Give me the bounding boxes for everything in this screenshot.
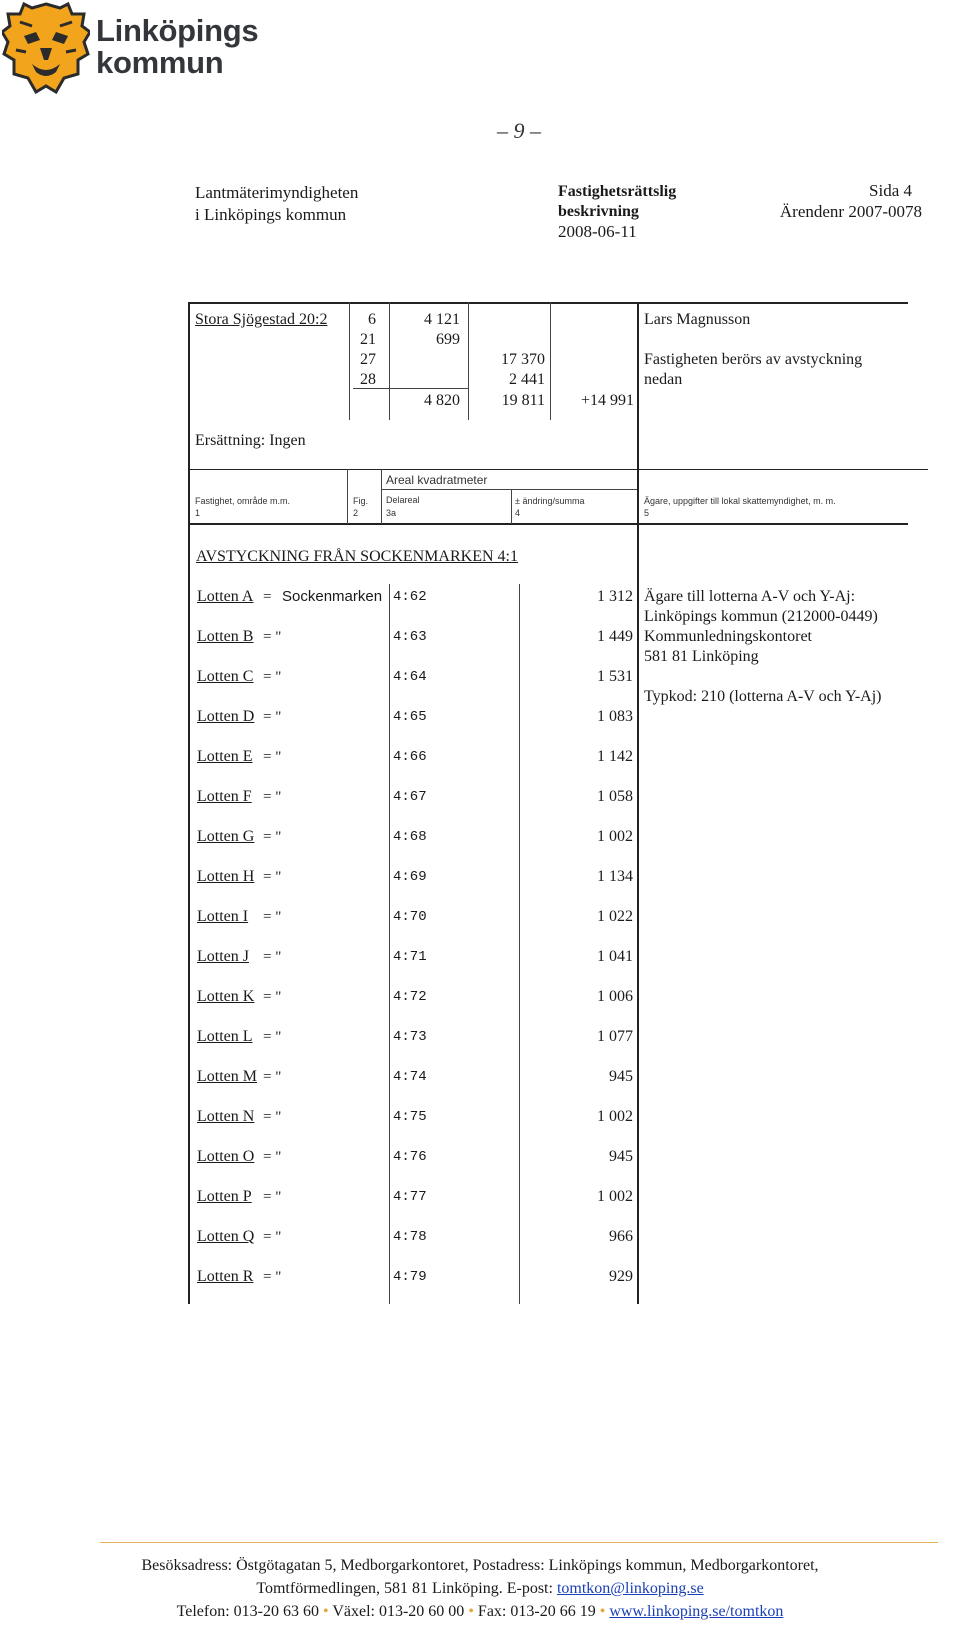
- fig-cell-1: 6: [368, 311, 376, 328]
- header-divider-fig: [347, 469, 348, 524]
- col3-number: 3a: [386, 508, 397, 518]
- area-cell-2: 699: [436, 331, 460, 348]
- column-divider-designation: [389, 584, 390, 1304]
- lot-designation: 4:66: [393, 749, 427, 765]
- org-line-1: Lantmäterimyndigheten: [195, 183, 359, 202]
- lot-separator: = ": [263, 909, 282, 925]
- lot-separator: = ": [263, 869, 282, 885]
- doc-date: 2008-06-11: [558, 222, 637, 241]
- lot-name: Lotten B: [197, 628, 254, 645]
- lot-area: 1 531: [597, 668, 633, 685]
- lot-name: Lotten M: [197, 1068, 257, 1085]
- owner-note-line-2: nedan: [644, 371, 683, 388]
- col4-header: ± ändring/summa: [515, 496, 585, 506]
- table-top-rule: [188, 302, 908, 304]
- lot-area: 1 077: [597, 1028, 633, 1045]
- footer-rule: [100, 1542, 938, 1543]
- lot-name: Lotten J: [197, 948, 249, 965]
- footer-email-link[interactable]: tomtkon@linkoping.se: [556, 1580, 704, 1597]
- lot-area: 945: [609, 1148, 633, 1165]
- lot-area: 1 002: [597, 1108, 633, 1125]
- change-cell-2: 2 441: [509, 371, 545, 388]
- lot-separator: = ": [263, 789, 282, 805]
- lot-name: Lotten A: [197, 588, 254, 605]
- area-cell-1: 4 121: [424, 311, 460, 328]
- lot-designation: 4:77: [393, 1189, 427, 1205]
- lot-separator: = ": [263, 1189, 282, 1205]
- lot-name: Lotten N: [197, 1108, 255, 1125]
- footer-separator-2: •: [468, 1603, 474, 1620]
- lot-designation: 4:68: [393, 829, 427, 845]
- lot-designation: 4:75: [393, 1109, 427, 1125]
- property-name: Stora Sjögestad 20:2: [195, 311, 328, 328]
- lot-area: 1 083: [597, 708, 633, 725]
- total-cell: +14 991: [580, 392, 634, 409]
- header-band-bottom-rule: [188, 523, 908, 525]
- lot-designation: 4:65: [393, 709, 427, 725]
- lot-name: Lotten F: [197, 788, 252, 805]
- lot-separator: = ": [263, 749, 282, 765]
- lot-area: 1 142: [597, 748, 633, 765]
- footer-website-link[interactable]: www.linkoping.se/tomtkon: [609, 1603, 784, 1620]
- lion-head-icon: [2, 2, 90, 94]
- case-number: Ärendenr 2007-0078: [779, 202, 922, 221]
- logo-wordmark: [96, 15, 258, 79]
- lot-separator: = ": [263, 829, 282, 845]
- lot-separator: = ": [263, 1269, 282, 1285]
- areal-sub-rule: [382, 489, 637, 490]
- lot-designation: 4:74: [393, 1069, 427, 1085]
- lot-name: Lotten I: [197, 908, 249, 925]
- lot-area: 929: [609, 1268, 633, 1285]
- col2-header: Fig.: [353, 496, 369, 506]
- col5-number: 5: [644, 508, 650, 518]
- org-line-2: i Linköpings kommun: [195, 205, 347, 224]
- fig-cell-4: 28: [360, 371, 376, 388]
- doc-type-line-2: beskrivning: [558, 203, 639, 220]
- lot-separator: = ": [263, 1109, 282, 1125]
- lot-area: 1 002: [597, 1188, 633, 1205]
- footer-contact-line: [0, 1603, 960, 1621]
- table-left-border: [188, 302, 190, 1304]
- lot-name: Lotten E: [197, 748, 253, 765]
- handwritten-page-number: – 9 –: [497, 118, 541, 143]
- lot-separator: = ": [263, 669, 282, 685]
- column-divider-change-top: [468, 302, 469, 420]
- logo-line-1: Linköpings: [96, 13, 259, 48]
- lots-owner-line-1: Ägare till lotterna A-V och Y-Aj:: [644, 588, 856, 605]
- column-divider-total-top: [550, 302, 551, 420]
- lot-name: Lotten D: [197, 708, 255, 725]
- lots-owner-line-4: 581 81 Linköping: [644, 648, 759, 665]
- lots-type-code: Typkod: 210 (lotterna A-V och Y-Aj): [644, 688, 882, 705]
- lot-area: 1 002: [597, 828, 633, 845]
- owner-name: Lars Magnusson: [644, 311, 751, 328]
- lot-separator: = ": [263, 1229, 282, 1245]
- footer-address-text: Tomtförmedlingen, 581 81 Linköping. E-post:: [256, 1580, 557, 1597]
- lot-separator: = ": [263, 629, 282, 645]
- lot-area: 1 022: [597, 908, 633, 925]
- lot-area: 1 041: [597, 948, 633, 965]
- footer-fax: Fax: 013-20 66 19: [477, 1603, 596, 1620]
- section-title: AVSTYCKNING FRÅN SOCKENMARKEN 4:1: [196, 548, 518, 565]
- column-divider-area-top: [389, 302, 390, 420]
- page-number: Sida 4: [869, 181, 912, 200]
- footer-address-line-2: [0, 1580, 960, 1598]
- lot-separator: = ": [263, 1029, 282, 1045]
- lot-area: 1 312: [597, 588, 633, 605]
- lots-owner-line-3: Kommunledningskontoret: [644, 628, 812, 645]
- column-divider-owner: [637, 302, 639, 1304]
- footer-separator-1: •: [323, 1603, 329, 1620]
- lot-separator: = ": [263, 709, 282, 725]
- lot-separator: = ": [263, 989, 282, 1005]
- lot-designation: 4:76: [393, 1149, 427, 1165]
- footer-switchboard: Växel: 013-20 60 00: [332, 1603, 465, 1620]
- lot-designation: 4:62: [393, 589, 427, 605]
- footer-separator-3: •: [599, 1603, 606, 1620]
- lot-name: Lotten P: [197, 1188, 252, 1205]
- logo-line-2: kommun: [96, 45, 224, 80]
- lot-area: 1 449: [597, 628, 633, 645]
- column-divider-area: [519, 584, 520, 1304]
- col1-header: Fastighet, område m.m.: [195, 496, 291, 506]
- compensation-text: Ersättning: Ingen: [195, 432, 306, 449]
- change-cell-1: 17 370: [501, 351, 545, 368]
- owner-note-line-1: Fastigheten berörs av avstyckning: [644, 351, 863, 368]
- col4-number: 4: [515, 508, 521, 518]
- lot-name: Lotten O: [197, 1148, 255, 1165]
- change-sum-cell: 19 811: [501, 392, 545, 409]
- col5-header: Ägare, uppgifter till lokal skattemyndighet, m. m.: [644, 496, 836, 506]
- header-band-top-rule: [188, 469, 928, 470]
- lot-separator: = ": [263, 1069, 282, 1085]
- lot-name: Lotten G: [197, 828, 255, 845]
- col1-number: 1: [195, 508, 201, 518]
- lot-name: Lotten L: [197, 1028, 253, 1045]
- fig-cell-3: 27: [360, 351, 376, 368]
- areal-header: Areal kvadratmeter: [386, 473, 488, 487]
- lot-separator: =: [263, 589, 272, 605]
- lot-designation: 4:67: [393, 789, 427, 805]
- lot-designation: 4:69: [393, 869, 427, 885]
- lot-designation: 4:79: [393, 1269, 427, 1285]
- lot-separator: = ": [263, 1149, 282, 1165]
- lot-area: 966: [609, 1228, 633, 1245]
- lot-designation: 4:71: [393, 949, 427, 965]
- lot-name: Lotten K: [197, 988, 255, 1005]
- lot-name: Lotten C: [197, 668, 254, 685]
- col2-number: 2: [353, 508, 359, 518]
- header-divider-areal: [381, 469, 382, 524]
- lot-area: 945: [609, 1068, 633, 1085]
- lot-designation: 4:64: [393, 669, 427, 685]
- footer-address-line-1: Besöksadress: Östgötagatan 5, Medborgarkontoret, Postadress: Linköpings kommun, Medborgarkontoret,: [141, 1557, 819, 1574]
- area-sum-cell: 4 820: [424, 392, 460, 409]
- doc-type-line-1: Fastighetsrättslig: [558, 183, 677, 200]
- fig-cell-2: 21: [360, 331, 376, 348]
- footer-phone: Telefon: 013-20 63 60: [176, 1603, 319, 1620]
- header-divider-change: [511, 490, 512, 524]
- lot-name: Lotten Q: [197, 1228, 255, 1245]
- lot-designation: 4:78: [393, 1229, 427, 1245]
- lot-designation: 4:73: [393, 1029, 427, 1045]
- lot-designation: 4:70: [393, 909, 427, 925]
- lot-origin: Sockenmarken: [282, 588, 383, 605]
- lot-designation: 4:63: [393, 629, 427, 645]
- lot-name: Lotten H: [197, 868, 255, 885]
- lot-designation: 4:72: [393, 989, 427, 1005]
- lots-owner-line-2: Linköpings kommun (212000-0449): [644, 608, 878, 625]
- lot-name: Lotten R: [197, 1268, 254, 1285]
- col3-header: Delareal: [386, 495, 420, 505]
- lot-area: 1 058: [597, 788, 633, 805]
- lot-area: 1 134: [597, 868, 633, 885]
- lot-separator: = ": [263, 949, 282, 965]
- lot-area: 1 006: [597, 988, 633, 1005]
